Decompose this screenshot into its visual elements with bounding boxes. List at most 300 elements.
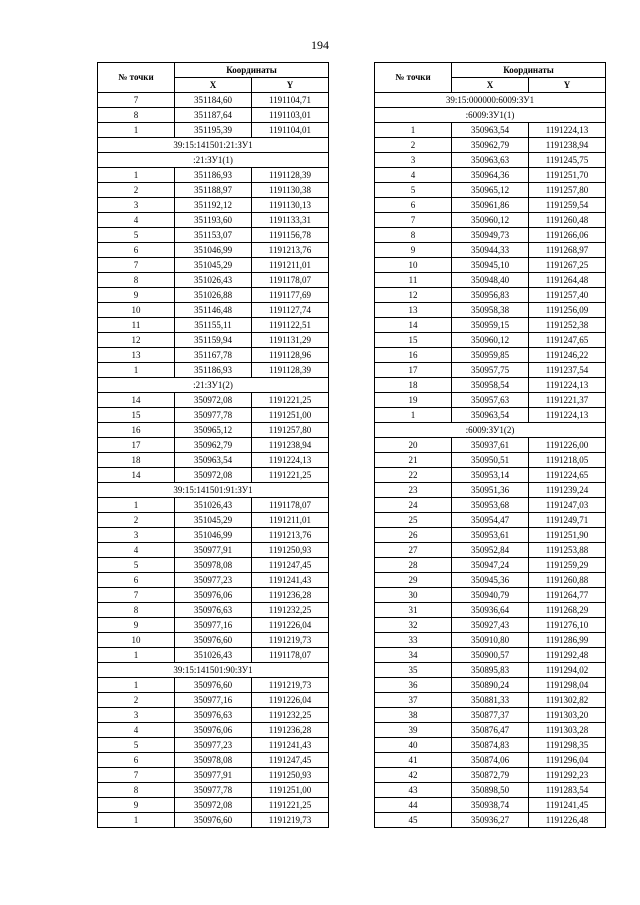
point-number-cell: 6 xyxy=(375,198,452,213)
point-number-cell: 32 xyxy=(375,618,452,633)
point-number-cell: 26 xyxy=(375,528,452,543)
x-coordinate-cell: 350877,37 xyxy=(452,708,529,723)
section-label: 39:15:000000:6009:ЗУ1 xyxy=(375,93,606,108)
table-row xyxy=(375,648,606,663)
table-row xyxy=(98,438,329,453)
section-label: :21:ЗУ1(2) xyxy=(98,378,329,393)
point-number-cell: 45 xyxy=(375,813,452,828)
y-coordinate-cell: 1191260,48 xyxy=(529,213,606,228)
point-number-cell: 11 xyxy=(98,318,175,333)
point-number-cell: 1 xyxy=(98,123,175,138)
table-row xyxy=(375,663,606,678)
x-coordinate-cell: 350927,43 xyxy=(452,618,529,633)
table-row xyxy=(375,378,606,393)
y-coordinate-cell: 1191259,54 xyxy=(529,198,606,213)
y-coordinate-cell: 1191219,73 xyxy=(252,678,329,693)
y-coordinate-cell: 1191259,29 xyxy=(529,558,606,573)
table-row xyxy=(375,603,606,618)
x-coordinate-cell: 350949,73 xyxy=(452,228,529,243)
page-number: 194 xyxy=(311,38,329,52)
x-coordinate-cell: 351046,99 xyxy=(175,528,252,543)
point-number-cell: 27 xyxy=(375,543,452,558)
point-number-cell: 30 xyxy=(375,588,452,603)
section-header-row xyxy=(375,108,606,123)
header-coordinates: Координаты xyxy=(175,63,329,78)
y-coordinate-cell: 1191103,01 xyxy=(252,108,329,123)
table-row xyxy=(98,558,329,573)
table-row xyxy=(375,438,606,453)
table-row xyxy=(375,708,606,723)
x-coordinate-cell: 351026,43 xyxy=(175,273,252,288)
y-coordinate-cell: 1191266,06 xyxy=(529,228,606,243)
y-coordinate-cell: 1191224,13 xyxy=(529,408,606,423)
x-coordinate-cell: 351026,43 xyxy=(175,498,252,513)
y-coordinate-cell: 1191302,82 xyxy=(529,693,606,708)
y-coordinate-cell: 1191292,23 xyxy=(529,768,606,783)
x-coordinate-cell: 351046,99 xyxy=(175,243,252,258)
y-coordinate-cell: 1191264,48 xyxy=(529,273,606,288)
x-coordinate-cell: 350900,57 xyxy=(452,648,529,663)
x-coordinate-cell: 351186,93 xyxy=(175,363,252,378)
point-number-cell: 15 xyxy=(375,333,452,348)
point-number-cell: 5 xyxy=(98,738,175,753)
header-point-number: № точки xyxy=(98,63,175,93)
table-row xyxy=(98,573,329,588)
table-row xyxy=(98,648,329,663)
table-row xyxy=(375,333,606,348)
y-coordinate-cell: 1191130,13 xyxy=(252,198,329,213)
point-number-cell: 18 xyxy=(375,378,452,393)
table-row xyxy=(98,303,329,318)
point-number-cell: 4 xyxy=(98,723,175,738)
point-number-cell: 12 xyxy=(375,288,452,303)
section-header-row xyxy=(98,153,329,168)
x-coordinate-cell: 350953,68 xyxy=(452,498,529,513)
y-coordinate-cell: 1191236,28 xyxy=(252,588,329,603)
x-coordinate-cell: 350963,63 xyxy=(452,153,529,168)
x-coordinate-cell: 350977,91 xyxy=(175,768,252,783)
point-number-cell: 10 xyxy=(98,303,175,318)
table-row xyxy=(98,618,329,633)
y-coordinate-cell: 1191219,73 xyxy=(252,813,329,828)
table-row xyxy=(375,468,606,483)
point-number-cell: 3 xyxy=(98,528,175,543)
point-number-cell: 9 xyxy=(375,243,452,258)
header-y: Y xyxy=(529,78,606,93)
point-number-cell: 5 xyxy=(98,228,175,243)
y-coordinate-cell: 1191257,40 xyxy=(529,288,606,303)
x-coordinate-cell: 351187,64 xyxy=(175,108,252,123)
table-row xyxy=(375,813,606,828)
table-row xyxy=(98,468,329,483)
x-coordinate-cell: 350976,60 xyxy=(175,813,252,828)
table-row xyxy=(98,318,329,333)
y-coordinate-cell: 1191292,48 xyxy=(529,648,606,663)
table-row xyxy=(375,183,606,198)
x-coordinate-cell: 350958,38 xyxy=(452,303,529,318)
x-coordinate-cell: 350962,79 xyxy=(452,138,529,153)
point-number-cell: 9 xyxy=(98,288,175,303)
y-coordinate-cell: 1191268,29 xyxy=(529,603,606,618)
y-coordinate-cell: 1191226,00 xyxy=(529,438,606,453)
header-x: X xyxy=(175,78,252,93)
y-coordinate-cell: 1191221,25 xyxy=(252,393,329,408)
point-number-cell: 8 xyxy=(98,783,175,798)
y-coordinate-cell: 1191213,76 xyxy=(252,528,329,543)
table-row xyxy=(375,513,606,528)
point-number-cell: 37 xyxy=(375,693,452,708)
table-row xyxy=(375,618,606,633)
section-label: :21:ЗУ1(1) xyxy=(98,153,329,168)
y-coordinate-cell: 1191241,43 xyxy=(252,738,329,753)
y-coordinate-cell: 1191104,71 xyxy=(252,93,329,108)
x-coordinate-cell: 350960,12 xyxy=(452,333,529,348)
x-coordinate-cell: 350972,08 xyxy=(175,798,252,813)
point-number-cell: 1 xyxy=(98,648,175,663)
point-number-cell: 44 xyxy=(375,798,452,813)
table-row xyxy=(375,228,606,243)
point-number-cell: 17 xyxy=(98,438,175,453)
y-coordinate-cell: 1191226,48 xyxy=(529,813,606,828)
point-number-cell: 1 xyxy=(98,678,175,693)
x-coordinate-cell: 351026,43 xyxy=(175,648,252,663)
point-number-cell: 11 xyxy=(375,273,452,288)
table-row xyxy=(375,738,606,753)
y-coordinate-cell: 1191133,31 xyxy=(252,213,329,228)
point-number-cell: 8 xyxy=(98,273,175,288)
point-number-cell: 1 xyxy=(98,168,175,183)
y-coordinate-cell: 1191250,93 xyxy=(252,768,329,783)
y-coordinate-cell: 1191213,76 xyxy=(252,243,329,258)
y-coordinate-cell: 1191296,04 xyxy=(529,753,606,768)
table-row xyxy=(375,168,606,183)
x-coordinate-cell: 350953,14 xyxy=(452,468,529,483)
point-number-cell: 4 xyxy=(98,213,175,228)
x-coordinate-cell: 351195,39 xyxy=(175,123,252,138)
y-coordinate-cell: 1191241,45 xyxy=(529,798,606,813)
table-row xyxy=(98,528,329,543)
y-coordinate-cell: 1191177,69 xyxy=(252,288,329,303)
y-coordinate-cell: 1191239,24 xyxy=(529,483,606,498)
y-coordinate-cell: 1191283,54 xyxy=(529,783,606,798)
x-coordinate-cell: 350963,54 xyxy=(175,453,252,468)
y-coordinate-cell: 1191250,93 xyxy=(252,543,329,558)
x-coordinate-cell: 351026,88 xyxy=(175,288,252,303)
x-coordinate-cell: 350876,47 xyxy=(452,723,529,738)
y-coordinate-cell: 1191247,65 xyxy=(529,333,606,348)
point-number-cell: 7 xyxy=(98,588,175,603)
y-coordinate-cell: 1191122,51 xyxy=(252,318,329,333)
y-coordinate-cell: 1191219,73 xyxy=(252,633,329,648)
y-coordinate-cell: 1191303,20 xyxy=(529,708,606,723)
point-number-cell: 3 xyxy=(98,198,175,213)
x-coordinate-cell: 351155,11 xyxy=(175,318,252,333)
x-coordinate-cell: 350963,54 xyxy=(452,408,529,423)
point-number-cell: 7 xyxy=(98,258,175,273)
x-coordinate-cell: 350881,33 xyxy=(452,693,529,708)
y-coordinate-cell: 1191127,74 xyxy=(252,303,329,318)
y-coordinate-cell: 1191247,03 xyxy=(529,498,606,513)
table-row xyxy=(98,423,329,438)
x-coordinate-cell: 350910,80 xyxy=(452,633,529,648)
table-row xyxy=(375,753,606,768)
x-coordinate-cell: 350977,91 xyxy=(175,543,252,558)
table-row xyxy=(375,543,606,558)
y-coordinate-cell: 1191237,54 xyxy=(529,363,606,378)
x-coordinate-cell: 351184,60 xyxy=(175,93,252,108)
coordinates-table-left xyxy=(97,62,329,828)
y-coordinate-cell: 1191251,90 xyxy=(529,528,606,543)
point-number-cell: 42 xyxy=(375,768,452,783)
y-coordinate-cell: 1191226,04 xyxy=(252,693,329,708)
point-number-cell: 14 xyxy=(98,393,175,408)
section-header-row xyxy=(98,483,329,498)
point-number-cell: 7 xyxy=(375,213,452,228)
y-coordinate-cell: 1191178,07 xyxy=(252,498,329,513)
point-number-cell: 1 xyxy=(98,363,175,378)
y-coordinate-cell: 1191298,35 xyxy=(529,738,606,753)
y-coordinate-cell: 1191128,96 xyxy=(252,348,329,363)
y-coordinate-cell: 1191224,65 xyxy=(529,468,606,483)
y-coordinate-cell: 1191131,29 xyxy=(252,333,329,348)
point-number-cell: 41 xyxy=(375,753,452,768)
table-row xyxy=(98,258,329,273)
y-coordinate-cell: 1191264,77 xyxy=(529,588,606,603)
table-row xyxy=(98,543,329,558)
y-coordinate-cell: 1191238,94 xyxy=(252,438,329,453)
table-row xyxy=(98,393,329,408)
coordinates-table-right xyxy=(374,62,606,828)
point-number-cell: 16 xyxy=(375,348,452,363)
table-row xyxy=(98,348,329,363)
section-header-row xyxy=(375,423,606,438)
point-number-cell: 23 xyxy=(375,483,452,498)
header-point-number: № точки xyxy=(375,63,452,93)
section-header-row xyxy=(375,93,606,108)
header-y: Y xyxy=(252,78,329,93)
y-coordinate-cell: 1191286,99 xyxy=(529,633,606,648)
x-coordinate-cell: 350938,74 xyxy=(452,798,529,813)
header-coordinates: Координаты xyxy=(452,63,606,78)
point-number-cell: 5 xyxy=(98,558,175,573)
section-label: 39:15:141501:90:ЗУ1 xyxy=(98,663,329,678)
table-row xyxy=(375,273,606,288)
x-coordinate-cell: 350958,54 xyxy=(452,378,529,393)
table-row xyxy=(375,393,606,408)
section-header-row xyxy=(98,378,329,393)
x-coordinate-cell: 350952,84 xyxy=(452,543,529,558)
point-number-cell: 10 xyxy=(375,258,452,273)
table-row xyxy=(375,198,606,213)
table-row xyxy=(98,813,329,828)
x-coordinate-cell: 350972,08 xyxy=(175,393,252,408)
table-row xyxy=(98,198,329,213)
x-coordinate-cell: 350978,08 xyxy=(175,558,252,573)
point-number-cell: 13 xyxy=(375,303,452,318)
point-number-cell: 6 xyxy=(98,573,175,588)
y-coordinate-cell: 1191303,28 xyxy=(529,723,606,738)
x-coordinate-cell: 350874,06 xyxy=(452,753,529,768)
y-coordinate-cell: 1191257,80 xyxy=(252,423,329,438)
table-row xyxy=(98,513,329,528)
point-number-cell: 8 xyxy=(375,228,452,243)
point-number-cell: 24 xyxy=(375,498,452,513)
y-coordinate-cell: 1191251,00 xyxy=(252,408,329,423)
x-coordinate-cell: 350961,86 xyxy=(452,198,529,213)
table-row xyxy=(98,168,329,183)
point-number-cell: 28 xyxy=(375,558,452,573)
table-row xyxy=(375,783,606,798)
table-row xyxy=(375,573,606,588)
table-row xyxy=(375,768,606,783)
y-coordinate-cell: 1191221,37 xyxy=(529,393,606,408)
point-number-cell: 21 xyxy=(375,453,452,468)
x-coordinate-cell: 351167,78 xyxy=(175,348,252,363)
table-row xyxy=(375,318,606,333)
x-coordinate-cell: 350977,78 xyxy=(175,408,252,423)
table-row xyxy=(98,738,329,753)
y-coordinate-cell: 1191246,22 xyxy=(529,348,606,363)
point-number-cell: 5 xyxy=(375,183,452,198)
x-coordinate-cell: 350960,12 xyxy=(452,213,529,228)
y-coordinate-cell: 1191276,10 xyxy=(529,618,606,633)
table-row xyxy=(375,528,606,543)
section-label: 39:15:141501:91:ЗУ1 xyxy=(98,483,329,498)
table-row xyxy=(98,243,329,258)
point-number-cell: 2 xyxy=(98,693,175,708)
y-coordinate-cell: 1191130,38 xyxy=(252,183,329,198)
x-coordinate-cell: 350977,16 xyxy=(175,618,252,633)
table-row xyxy=(98,93,329,108)
x-coordinate-cell: 350957,75 xyxy=(452,363,529,378)
x-coordinate-cell: 350976,63 xyxy=(175,603,252,618)
point-number-cell: 1 xyxy=(98,813,175,828)
point-number-cell: 2 xyxy=(98,183,175,198)
x-coordinate-cell: 350964,36 xyxy=(452,168,529,183)
table-row xyxy=(98,273,329,288)
y-coordinate-cell: 1191224,13 xyxy=(252,453,329,468)
table-row xyxy=(98,708,329,723)
point-number-cell: 3 xyxy=(375,153,452,168)
x-coordinate-cell: 350874,83 xyxy=(452,738,529,753)
point-number-cell: 40 xyxy=(375,738,452,753)
y-coordinate-cell: 1191252,38 xyxy=(529,318,606,333)
table-row xyxy=(98,633,329,648)
y-coordinate-cell: 1191268,97 xyxy=(529,243,606,258)
x-coordinate-cell: 350895,83 xyxy=(452,663,529,678)
y-coordinate-cell: 1191251,70 xyxy=(529,168,606,183)
x-coordinate-cell: 351193,60 xyxy=(175,213,252,228)
table-row xyxy=(375,723,606,738)
x-coordinate-cell: 351146,48 xyxy=(175,303,252,318)
table-row xyxy=(375,348,606,363)
table-row xyxy=(375,678,606,693)
x-coordinate-cell: 350962,79 xyxy=(175,438,252,453)
y-coordinate-cell: 1191249,71 xyxy=(529,513,606,528)
x-coordinate-cell: 351153,07 xyxy=(175,228,252,243)
point-number-cell: 20 xyxy=(375,438,452,453)
table-row xyxy=(375,408,606,423)
point-number-cell: 33 xyxy=(375,633,452,648)
point-number-cell: 29 xyxy=(375,573,452,588)
x-coordinate-cell: 350976,06 xyxy=(175,588,252,603)
point-number-cell: 3 xyxy=(98,708,175,723)
y-coordinate-cell: 1191224,13 xyxy=(529,378,606,393)
point-number-cell: 39 xyxy=(375,723,452,738)
x-coordinate-cell: 350940,79 xyxy=(452,588,529,603)
point-number-cell: 7 xyxy=(98,768,175,783)
y-coordinate-cell: 1191256,09 xyxy=(529,303,606,318)
table-row xyxy=(98,798,329,813)
y-coordinate-cell: 1191247,45 xyxy=(252,558,329,573)
table-row xyxy=(98,183,329,198)
table-row xyxy=(375,588,606,603)
section-header-row xyxy=(98,138,329,153)
table-row xyxy=(375,633,606,648)
x-coordinate-cell: 350957,63 xyxy=(452,393,529,408)
table-row xyxy=(375,693,606,708)
table-row xyxy=(375,138,606,153)
table-row xyxy=(98,603,329,618)
x-coordinate-cell: 350959,15 xyxy=(452,318,529,333)
table-row xyxy=(98,723,329,738)
x-coordinate-cell: 350976,63 xyxy=(175,708,252,723)
y-coordinate-cell: 1191298,04 xyxy=(529,678,606,693)
table-row xyxy=(375,363,606,378)
y-coordinate-cell: 1191245,75 xyxy=(529,153,606,168)
x-coordinate-cell: 350947,24 xyxy=(452,558,529,573)
y-coordinate-cell: 1191232,25 xyxy=(252,708,329,723)
table-row xyxy=(98,213,329,228)
point-number-cell: 14 xyxy=(375,318,452,333)
x-coordinate-cell: 350937,61 xyxy=(452,438,529,453)
table-row xyxy=(375,123,606,138)
table-row xyxy=(375,498,606,513)
x-coordinate-cell: 350944,33 xyxy=(452,243,529,258)
y-coordinate-cell: 1191226,04 xyxy=(252,618,329,633)
y-coordinate-cell: 1191257,80 xyxy=(529,183,606,198)
table-row xyxy=(98,453,329,468)
point-number-cell: 7 xyxy=(98,93,175,108)
point-number-cell: 9 xyxy=(98,618,175,633)
y-coordinate-cell: 1191236,28 xyxy=(252,723,329,738)
table-row xyxy=(375,213,606,228)
point-number-cell: 2 xyxy=(98,513,175,528)
table-row xyxy=(98,363,329,378)
section-label: 39:15:141501:21:ЗУ1 xyxy=(98,138,329,153)
section-label: :6009:ЗУ1(1) xyxy=(375,108,606,123)
table-row xyxy=(375,243,606,258)
table-row xyxy=(98,498,329,513)
point-number-cell: 6 xyxy=(98,753,175,768)
x-coordinate-cell: 350976,06 xyxy=(175,723,252,738)
x-coordinate-cell: 351159,94 xyxy=(175,333,252,348)
point-number-cell: 18 xyxy=(98,453,175,468)
x-coordinate-cell: 350951,36 xyxy=(452,483,529,498)
point-number-cell: 38 xyxy=(375,708,452,723)
table-body-left xyxy=(98,93,329,828)
y-coordinate-cell: 1191156,78 xyxy=(252,228,329,243)
table-row xyxy=(98,753,329,768)
y-coordinate-cell: 1191211,01 xyxy=(252,258,329,273)
point-number-cell: 15 xyxy=(98,408,175,423)
point-number-cell: 16 xyxy=(98,423,175,438)
y-coordinate-cell: 1191178,07 xyxy=(252,273,329,288)
x-coordinate-cell: 350977,23 xyxy=(175,738,252,753)
section-header-row xyxy=(98,663,329,678)
point-number-cell: 43 xyxy=(375,783,452,798)
table-row xyxy=(375,483,606,498)
